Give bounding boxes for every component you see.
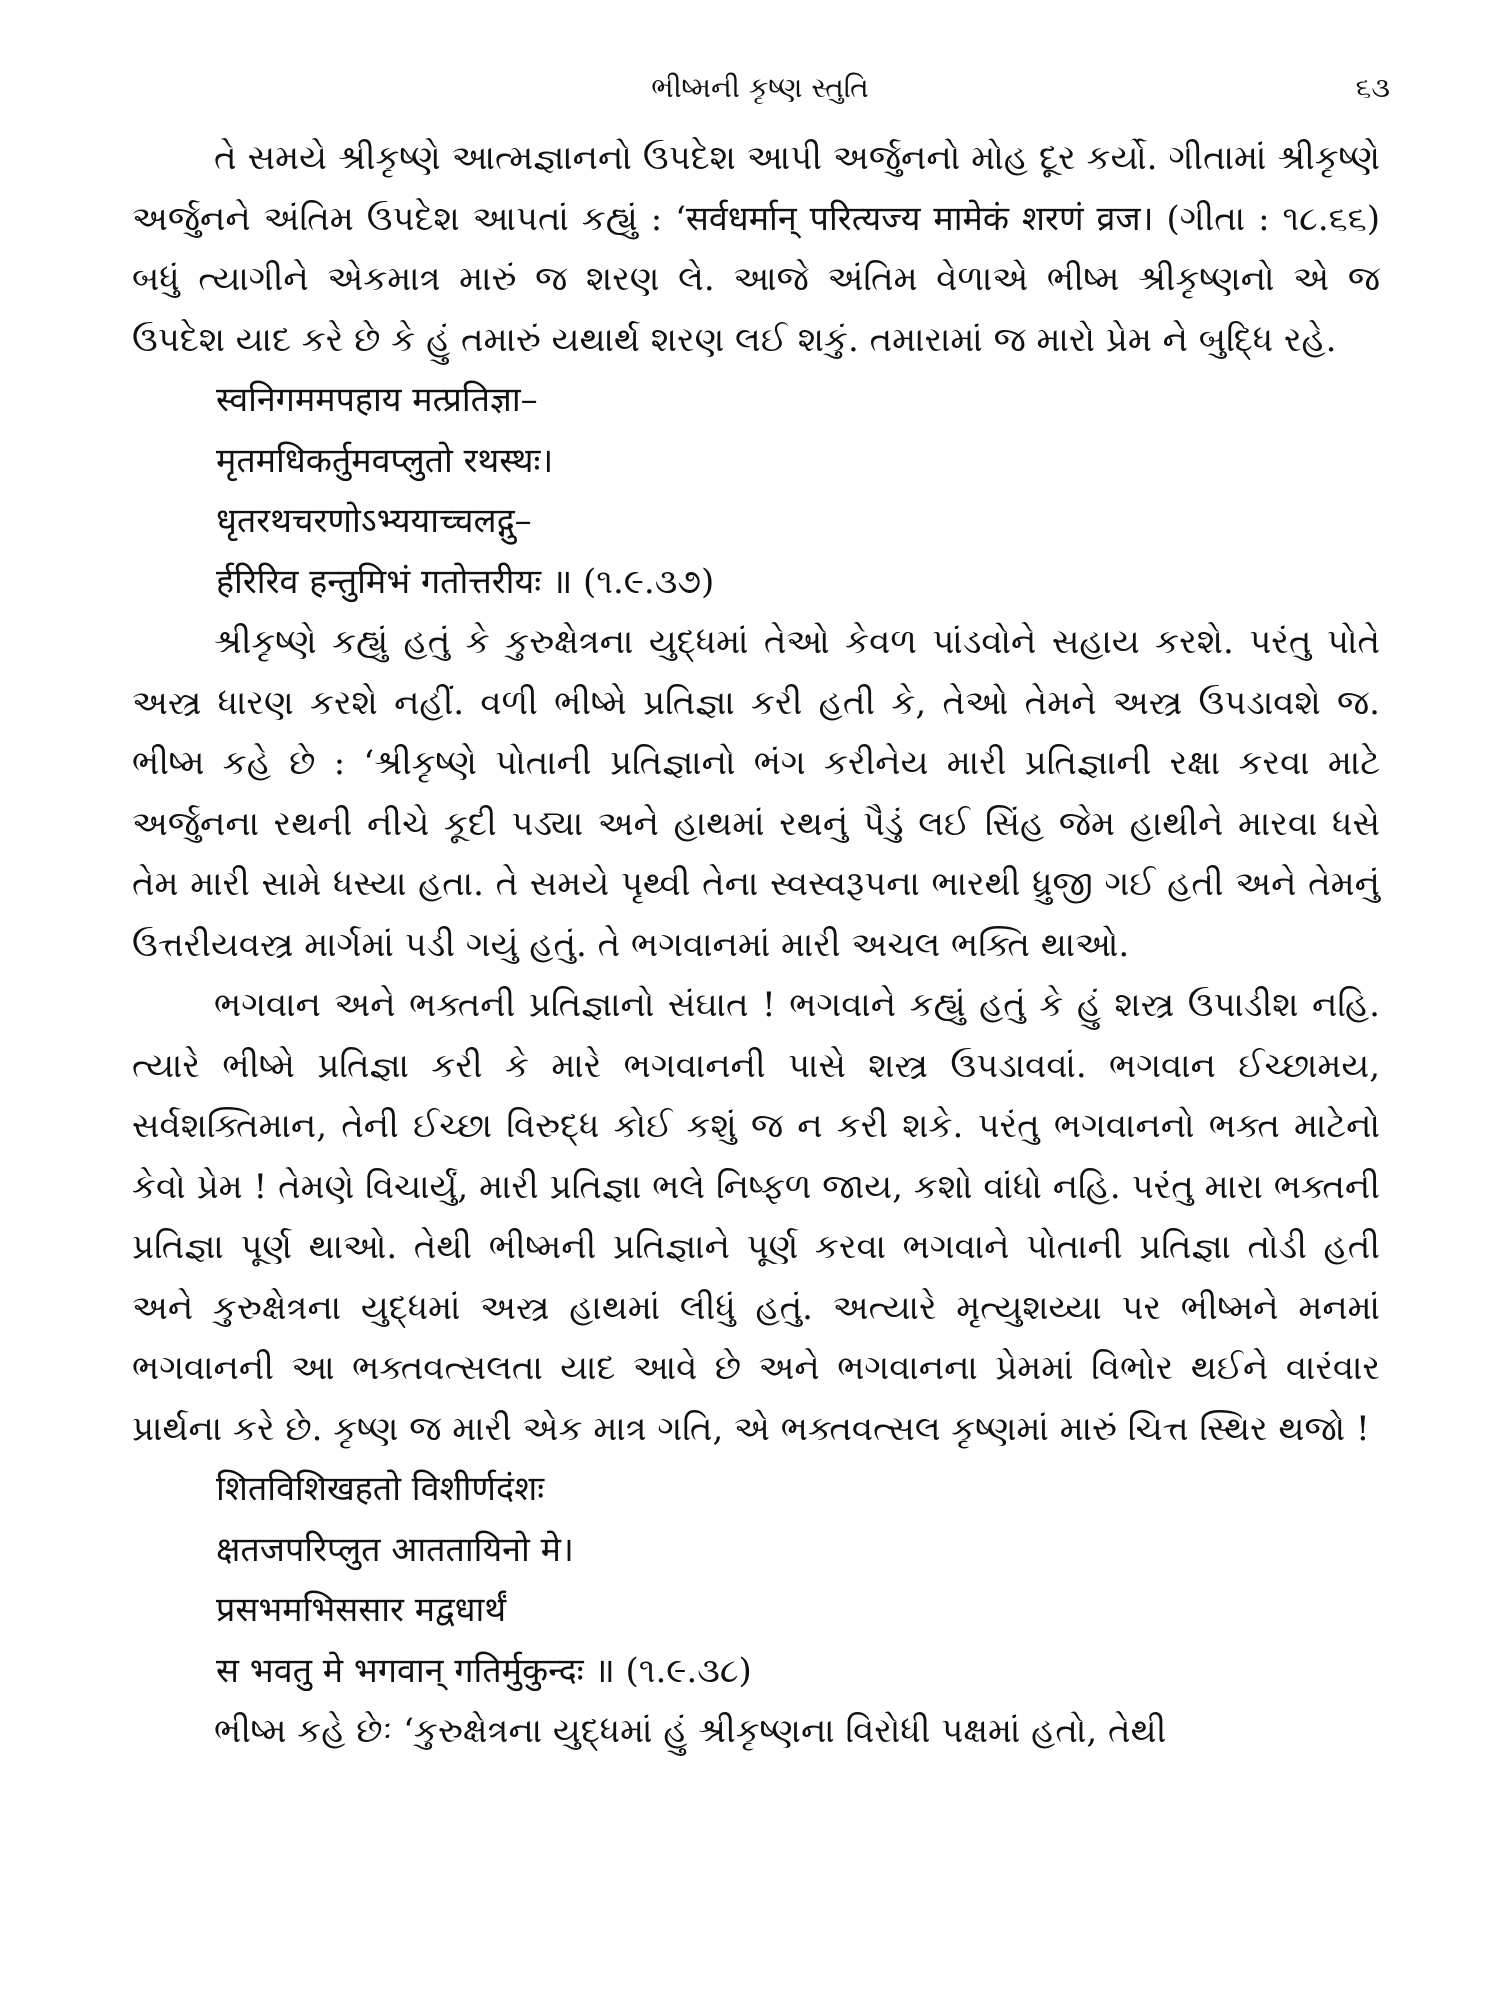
page-body	[132, 128, 1380, 1762]
sanskrit-verse	[132, 370, 1380, 612]
paragraph: શ્રીકૃષ્ણે કહ્યું હતું કે કુરુક્ષેત્રના યુદ્ધમાં તેઓ કેવળ પાંડવોને સહાય કરશે. પરંતુ પોતે અસ્ત્ર ધારણ કરશે નહીં. વળી ભીષ્મે પ્રતિજ્ઞા કરી હતી કે, તેઓ તેમને અસ્ત્ર ઉપડાવશે જ. ભીષ્મ કહે છે : ‘શ્રીકૃષ્ણે પોતાની પ્રતિજ્ઞાનો ભંગ કરીનેય મારી પ્રતિજ્ઞાની રક્ષા કરવા માટે અર્જુનના રથની નીચે કૂદી પડ્યા અને હાથમાં રથનું પૈડું લઈ સિંહ જેમ હાથીને મારવા ધસે તેમ મારી સામે ધસ્યા હતા. તે સમયે પૃથ્વી તેના સ્વસ્વરૂપના ભારથી ધ્રુજી ગઈ હતી અને તેમનું ઉત્તરીયવસ્ત્ર માર્ગમાં પડી ગયું હતું. તે ભગવાનમાં મારી અચલ ભક્તિ થાઓ.	[132, 622, 1380, 965]
page-header	[130, 68, 1390, 118]
paragraph: ભીષ્મ કહે છેઃ ‘કુરુક્ષેત્રના યુદ્ધમાં હું શ્રીકૃષ્ણના વિરોધી પક્ષમાં હતો, તેથી	[214, 1711, 1167, 1751]
verse-line: स भवतु मे भगवान् गतिर्मुकुन्दः ॥ (૧.૯.૩૮)	[216, 1650, 752, 1691]
page-number: ૬૩	[1355, 71, 1390, 104]
verse-line: धृतरथचरणोऽभ्ययाच्चलद्गु–	[216, 501, 532, 541]
verse-line: स्वनिगममपहाय मत्प्रतिज्ञा–	[216, 380, 538, 420]
verse-line: र्हरिरिव हन्तुमिभं गतोत्तरीयः ॥ (૧.૯.૩૭)	[216, 561, 715, 602]
verse-line: प्रसभमभिससार मद्वधार्थं	[216, 1590, 507, 1630]
verse-line: शितविशिखहतो विशीर्णदंशः	[216, 1469, 545, 1509]
verse-line: मृतमधिकर्तुमवप्लुतो रथस्थः।	[216, 440, 554, 481]
sanskrit-verse	[132, 1459, 1380, 1701]
paragraph: ભગવાન અને ભક્તની પ્રતિજ્ઞાનો સંઘાત ! ભગવાને કહ્યું હતું કે હું શસ્ત્ર ઉપાડીશ નહિ. ત્યારે ભીષ્મે પ્રતિજ્ઞા કરી કે મારે ભગવાનની પાસે શસ્ત્ર ઉપડાવવાં. ભગવાન ઈચ્છામય, સર્વશક્તિમાન, તેની ઈચ્છા વિરુદ્ધ કોઈ કશું જ ન કરી શકે. પરંતુ ભગવાનનો ભક્ત માટેનો કેવો પ્રેમ ! તેમણે વિચાર્યું, મારી પ્રતિજ્ઞા ભલે નિષ્ફળ જાય, કશો વાંધો નહિ. પરંતુ મારા ભક્તની પ્રતિજ્ઞા પૂર્ણ થાઓ. તેથી ભીષ્મની પ્રતિજ્ઞાને પૂર્ણ કરવા ભગવાને પોતાની પ્રતિજ્ઞા તોડી હતી અને કુરુક્ષેત્રના યુદ્ધમાં અસ્ત્ર હાથમાં લીધું હતું. અત્યારે મૃત્યુશય્યા પર ભીષ્મને મનમાં ભગવાનની આ ભક્તવત્સલતા યાદ આવે છે અને ભગવાનના પ્રેમમાં વિભોર થઈને વારંવાર પ્રાર્થના કરે છે. કૃષ્ણ જ મારી એક માત્ર ગતિ, એ ભક્તવત્સલ કૃષ્ણમાં મારું ચિત્ત સ્થિર થજો !	[132, 985, 1380, 1449]
running-title: ભીષ્મની કૃષ્ણ સ્તુતિ	[651, 71, 869, 104]
verse-line: क्षतजपरिप्लुत आततायिनो मे।	[216, 1529, 574, 1570]
paragraph: તે સમયે શ્રીકૃષ્ણે આત્મજ્ઞાનનો ઉપદેશ આપી અર્જુનનો મોહ દૂર કર્યો. ગીતામાં શ્રીકૃષ્ણે અર્જુનને અંતિમ ઉપદેશ આપતાં કહ્યું : ‘सर्वधर्मान् परित्यज्य मामेकं शरणं व्रज। (ગીતા : ૧૮.૬૬) બધું ત્યાગીને એકમાત્ર મારું જ શરણ લે. આજે અંતિમ વેળાએ ભીષ્મ શ્રીકૃષ્ણનો એ જ ઉપદેશ યાદ કરે છે કે હું તમારું યથાર્થ શરણ લઈ શકું. તમારામાં જ મારો પ્રેમ ને બુદ્ધિ રહે.	[132, 138, 1380, 360]
